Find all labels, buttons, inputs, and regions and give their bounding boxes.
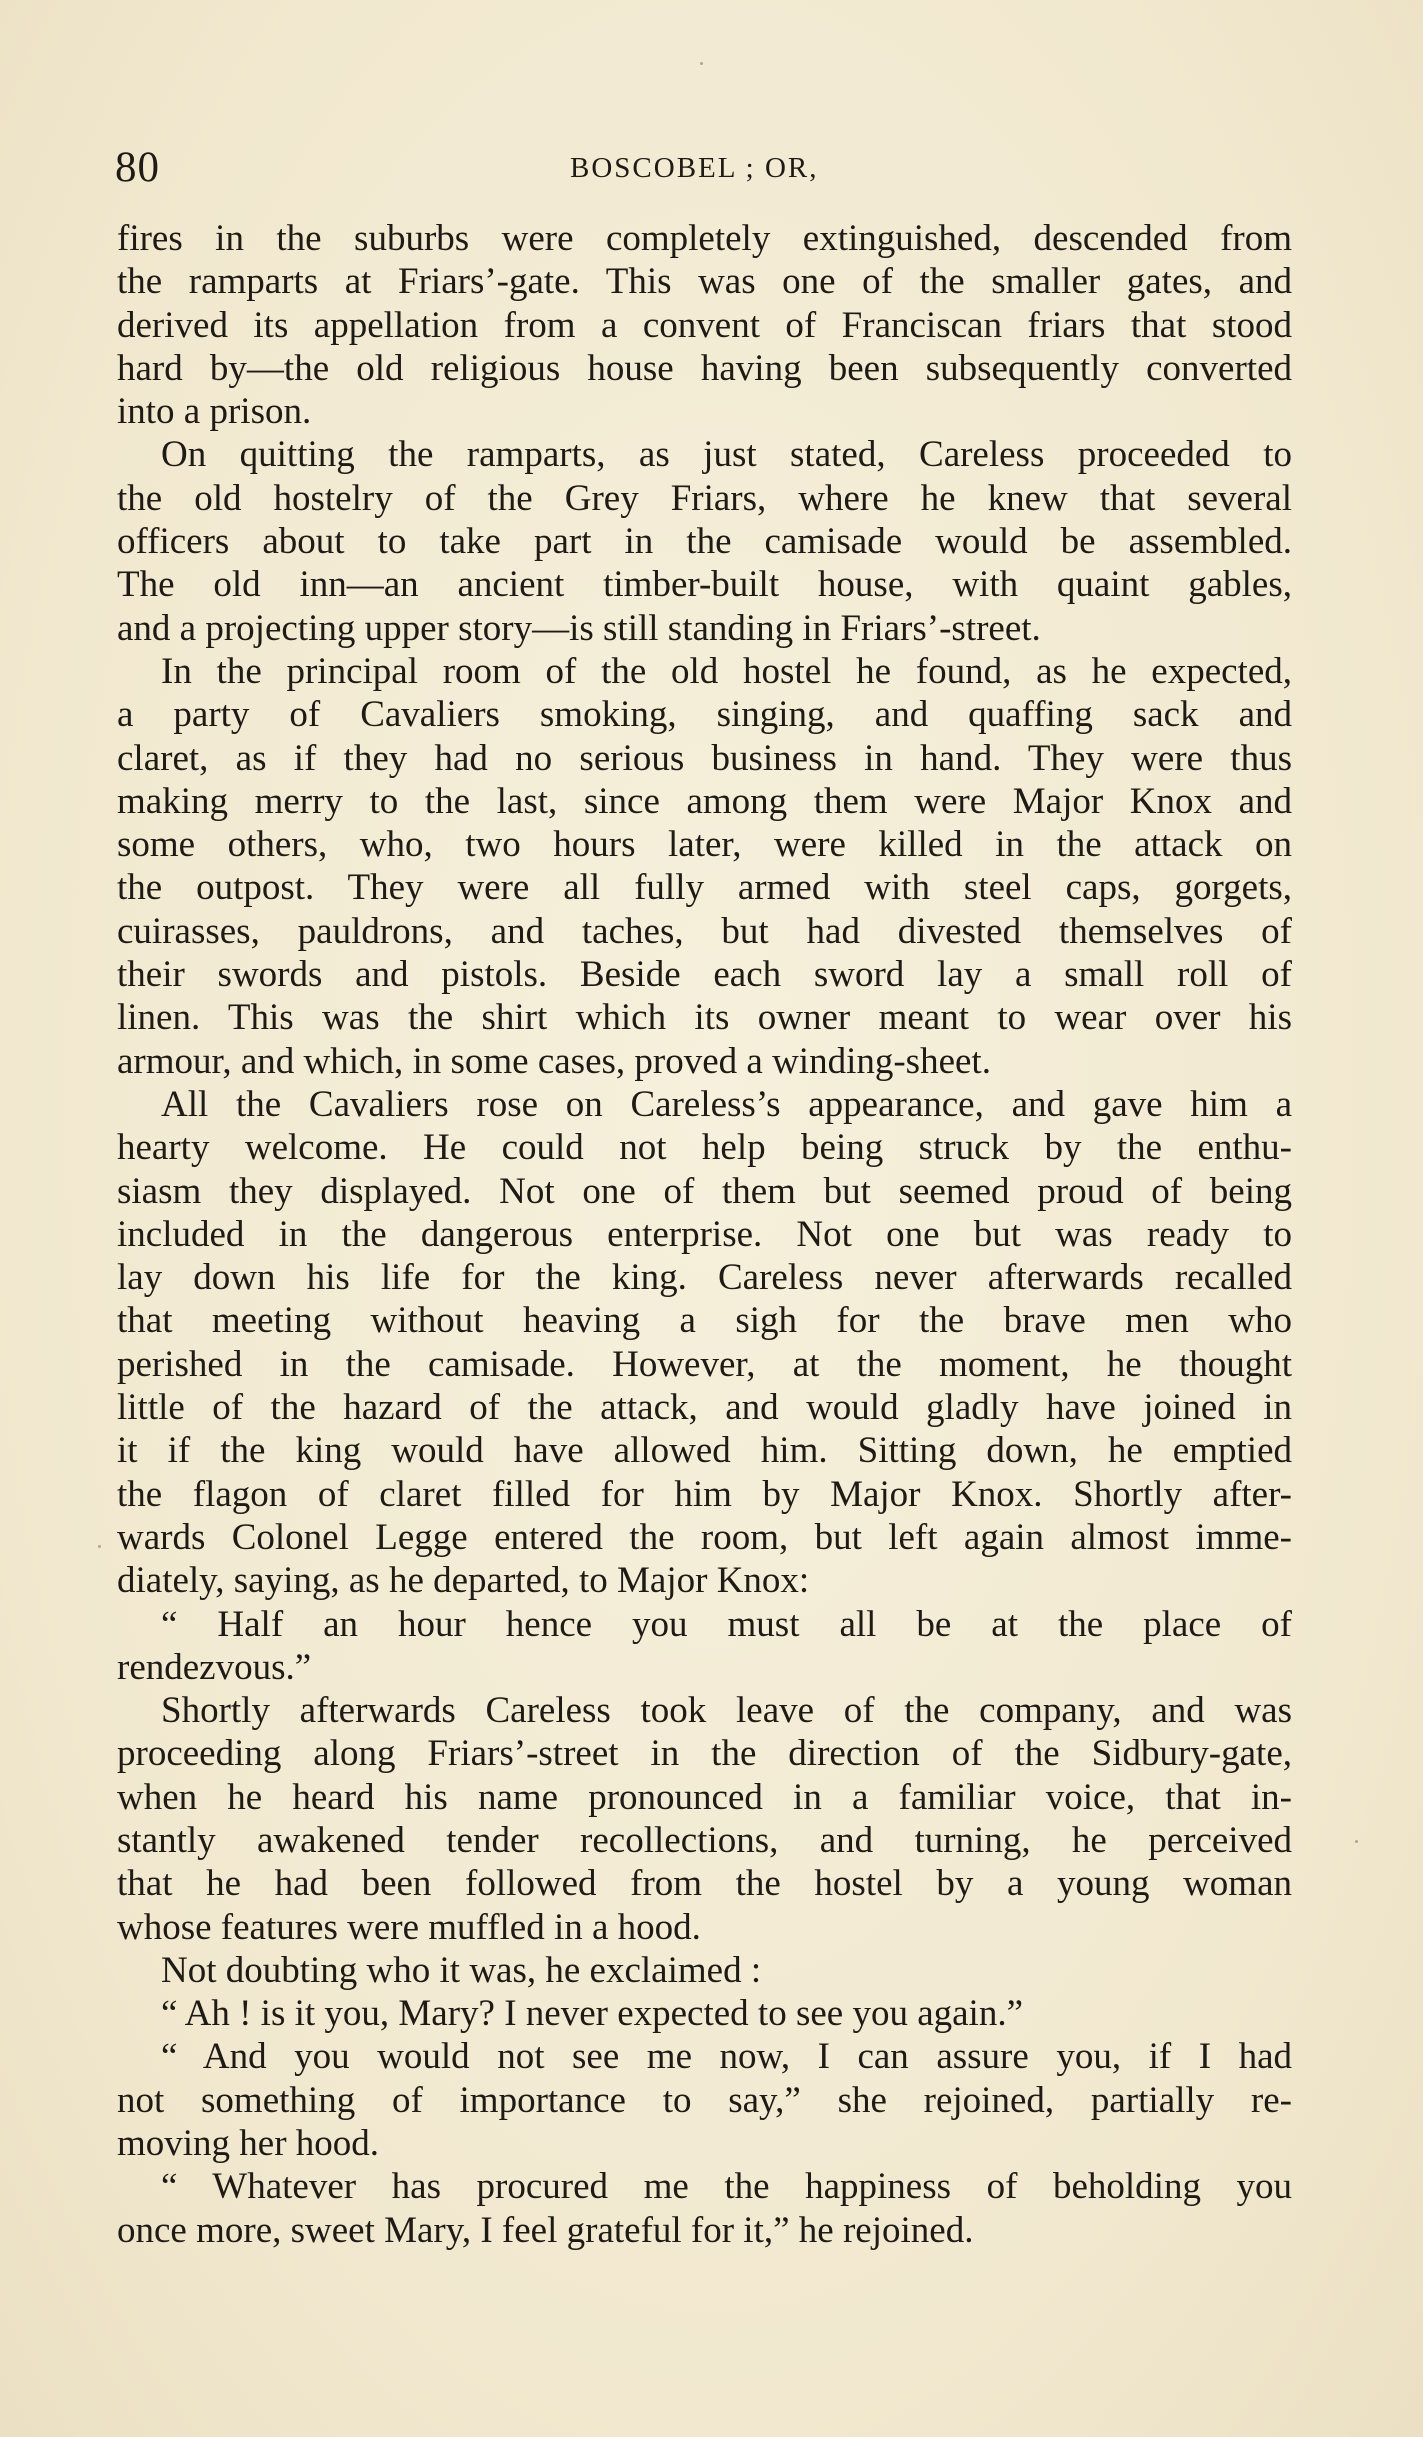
text-line: and a projecting upper story—is still standing in Friars’-street. <box>117 607 1041 649</box>
paper-speck <box>98 1545 101 1548</box>
text-line: cuirasses, pauldrons, and taches, but had divested themselves of <box>117 910 1292 952</box>
text-line: linen. This was the shirt which its owner meant to wear over his <box>117 997 1292 1039</box>
text-line: proceeding along Friars’-street in the direction of the Sidbury-gate, <box>117 1733 1292 1775</box>
text-line: not something of importance to say,” she rejoined, partially re- <box>117 2079 1292 2121</box>
text-line: siasm they displayed. Not one of them but seemed proud of being <box>117 1170 1292 1212</box>
text-line: Not doubting who it was, he exclaimed : <box>161 1949 762 1991</box>
paper-speck <box>700 62 703 65</box>
text-line: rendezvous.” <box>117 1646 312 1688</box>
text-line: moving her hood. <box>117 2123 380 2165</box>
text-line: “ Ah ! is it you, Mary? I never expected to see you again.” <box>161 1993 1024 2035</box>
text-line: The old inn—an ancient timber-built house, with quaint gables, <box>117 564 1292 606</box>
text-line: “ Whatever has procured me the happiness of beholding you <box>161 2166 1292 2208</box>
text-line: hard by—the old religious house having been subsequently converted <box>117 347 1292 389</box>
text-line: the flagon of claret filled for him by Major Knox. Shortly after- <box>117 1473 1292 1515</box>
paper-speck <box>1355 1840 1358 1843</box>
text-line: stantly awakened tender recollections, and turning, he perceived <box>117 1819 1292 1861</box>
text-line: lay down his life for the king. Careless never afterwards recalled <box>117 1257 1292 1299</box>
body-text <box>117 217 1292 2252</box>
running-title: BOSCOBEL ; OR, <box>570 152 819 184</box>
text-line: it if the king would have allowed him. Sitting down, he emptied <box>117 1430 1292 1472</box>
page-header <box>115 138 1295 198</box>
text-line: whose features were muffled in a hood. <box>117 1906 701 1948</box>
text-line: Shortly afterwards Careless took leave of the company, and was <box>161 1690 1292 1732</box>
text-line: once more, sweet Mary, I feel grateful for it,” he rejoined. <box>117 2209 974 2251</box>
text-line: little of the hazard of the attack, and would gladly have joined in <box>117 1387 1292 1429</box>
page-number: 80 <box>115 144 160 191</box>
text-line: the ramparts at Friars’-gate. This was one of the smaller gates, and <box>117 261 1292 303</box>
text-line: some others, who, two hours later, were killed in the attack on <box>117 824 1292 866</box>
text-line: All the Cavaliers rose on Careless’s appearance, and gave him a <box>161 1083 1292 1125</box>
text-line: armour, and which, in some cases, proved a winding-sheet. <box>117 1040 991 1082</box>
text-line: wards Colonel Legge entered the room, but left again almost imme- <box>117 1516 1292 1558</box>
text-line: perished in the camisade. However, at the moment, he thought <box>117 1343 1292 1385</box>
text-line: In the principal room of the old hostel he found, as he expected, <box>161 650 1292 692</box>
text-line: making merry to the last, since among them were Major Knox and <box>117 780 1292 822</box>
text-line: fires in the suburbs were completely extinguished, descended from <box>117 218 1292 259</box>
text-line: diately, saying, as he departed, to Major Knox: <box>117 1560 810 1602</box>
text-line: claret, as if they had no serious business in hand. They were thus <box>117 737 1292 779</box>
text-line: “ Half an hour hence you must all be at the place of <box>161 1603 1292 1645</box>
text-line: the outpost. They were all fully armed with steel caps, gorgets, <box>117 867 1292 909</box>
text-line: when he heard his name pronounced in a familiar voice, that in- <box>117 1776 1292 1818</box>
text-line: included in the dangerous enterprise. Not one but was ready to <box>117 1213 1292 1255</box>
text-line: hearty welcome. He could not help being struck by the enthu- <box>117 1127 1292 1169</box>
text-line: that meeting without heaving a sigh for the brave men who <box>117 1300 1292 1342</box>
text-line: the old hostelry of the Grey Friars, where he knew that several <box>117 477 1292 519</box>
text-line: “ And you would not see me now, I can assure you, if I had <box>161 2036 1292 2078</box>
text-line: a party of Cavaliers smoking, singing, and quaffing sack and <box>117 694 1292 736</box>
text-line: On quitting the ramparts, as just stated, Careless proceeded to <box>161 434 1292 476</box>
text-line: officers about to take part in the camisade would be assembled. <box>117 521 1292 563</box>
text-line: derived its appellation from a convent of Franciscan friars that stood <box>117 304 1292 346</box>
text-line: their swords and pistols. Beside each sword lay a small roll of <box>117 954 1292 996</box>
text-line: into a prison. <box>117 391 312 433</box>
text-line: that he had been followed from the hostel by a young woman <box>117 1863 1292 1905</box>
